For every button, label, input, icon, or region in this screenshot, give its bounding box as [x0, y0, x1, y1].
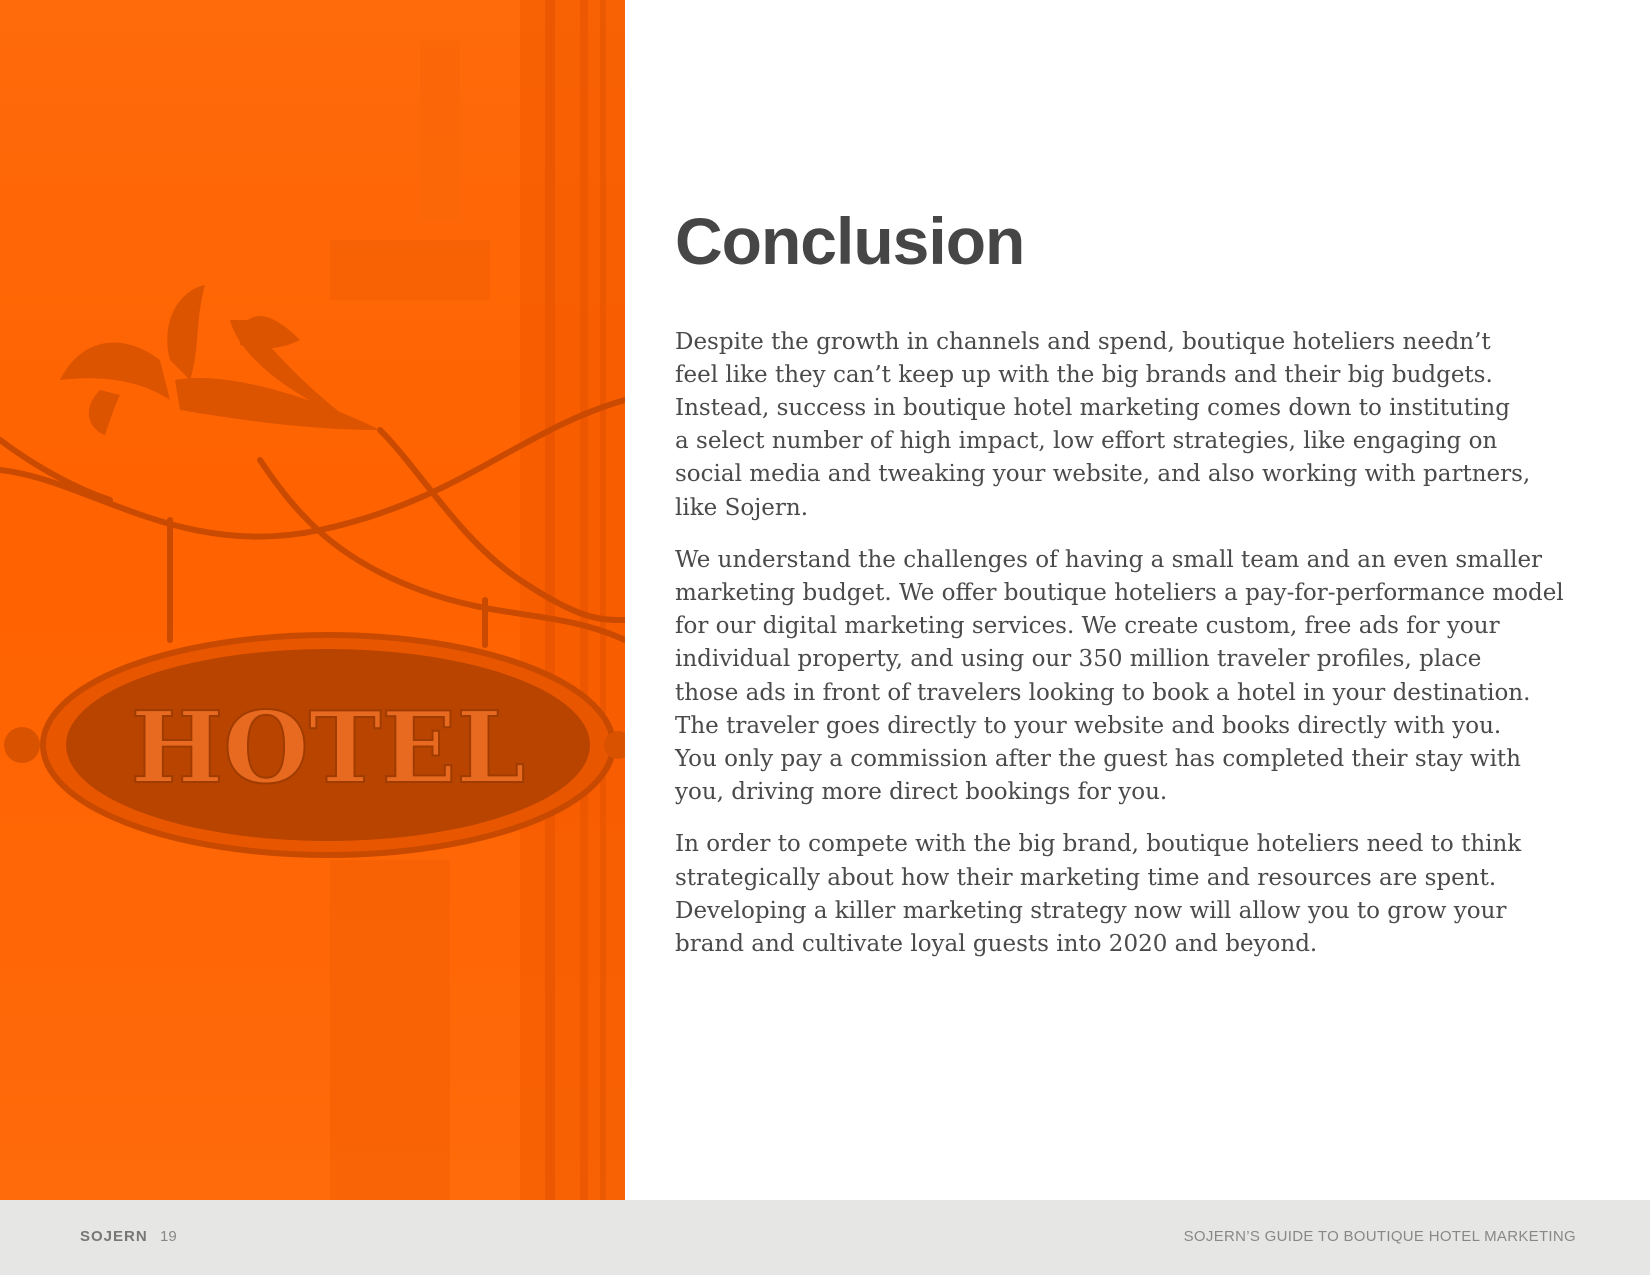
page-number: 19: [160, 1228, 177, 1245]
paragraph: In order to compete with the big brand, boutique hoteliers need to think strategically about how their marketing time and resources are spent. Developing a killer marketing strategy now will allow you to grow your brand and cultivate loyal guests into 2020 and beyond.: [675, 831, 1522, 958]
footer-guide-title: SOJERN’S GUIDE TO BOUTIQUE HOTEL MARKETING: [1183, 1228, 1576, 1245]
hotel-sign-image: [0, 0, 625, 1200]
hotel-sign-text: HOTEL: [130, 691, 526, 806]
page-title: Conclusion: [675, 204, 1025, 278]
main-content: [675, 205, 1585, 980]
hotel-sign-photo-icon: [0, 0, 625, 1200]
page-footer: [0, 1200, 1650, 1275]
paragraph: Despite the growth in channels and spend, boutique hoteliers needn’t feel like they can’t keep up with the big brands and their big budgets. Instead, success in boutique hotel marketing comes down to instituting a select number of high impact, low effort strategies, like engaging on social media and tweaking your website, and also working with partners, like Sojern.: [675, 328, 1531, 521]
footer-brand: SOJERN: [80, 1228, 148, 1245]
paragraph: We understand the challenges of having a small team and an even smaller marketing budget. We offer boutique hoteliers a pay-for-performance model for our digital marketing services. We create custom, free ads for your individual property, and using our 350 million traveler profiles, place those ads in front of travelers looking to book a hotel in your destination. The traveler goes directly to your website and books directly with you. You only pay a commission after the guest has completed their stay with you, driving more direct bookings for you.: [675, 546, 1564, 806]
